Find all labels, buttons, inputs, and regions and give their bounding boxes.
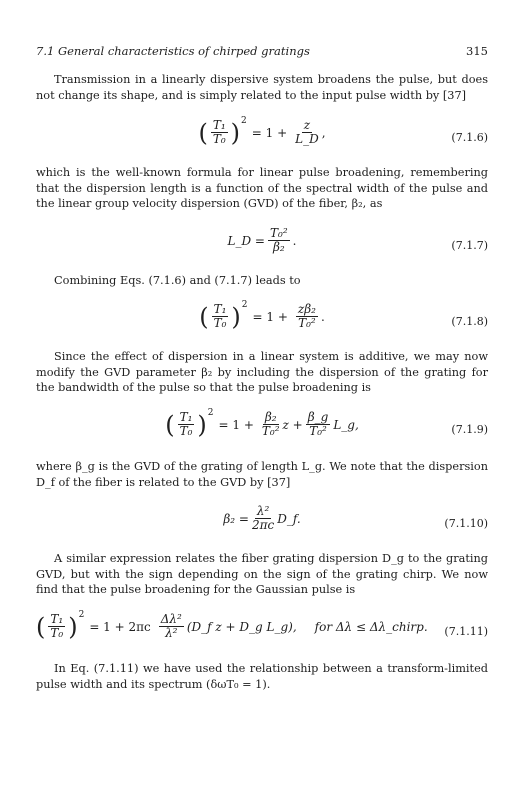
- paragraph-1: Transmission in a linearly dispersive system broadens the pulse, but does not change its shape, and is simply related to the input pulse width by [37]: [36, 73, 488, 102]
- eq7-lhs: L_D =: [227, 233, 265, 248]
- eq6-frac-num: z: [303, 118, 311, 132]
- eq6-frac-den: L_D: [295, 132, 319, 146]
- paragraph-5: where β_g is the GVD of the grating of length L_g. We note that the dispersion D_f of the fiber is related to the GVD by [37]: [36, 460, 488, 489]
- running-header: [36, 44, 488, 58]
- page-number: 315: [466, 44, 488, 58]
- equation-7-1-6: ( $\frac{\text{T₁}}{\text{T₀}}$ ) 2 = 1 + $\frac{z}{L\_D}$ , (7.1.6): [198, 115, 488, 147]
- equation-7-1-11: ( $\frac{\text{T₁}}{\text{T₀}}$ ) 2 = 1 + 2πc $\frac{\text{Δλ²}}{\text{λ²}}$ (D_f z + D_g L_g), for Δλ ≤ Δλ_chirp. (7.1.11): [36, 609, 488, 641]
- section-title: 7.1 General characteristics of chirped gratings: [36, 44, 310, 58]
- eq8-frac-num: zβ₂: [297, 302, 316, 316]
- eq10-lhs: β₂ =: [223, 511, 249, 526]
- eq11-lhs-num: T₁: [50, 612, 64, 626]
- eq8-tail: .: [320, 309, 325, 324]
- eq6-lhs-num: T₁: [212, 118, 226, 132]
- eq8-lhs-num: T₁: [213, 302, 227, 316]
- eq7-tail: .: [292, 233, 297, 248]
- eq11-lhs-den: T₀: [50, 626, 64, 640]
- eq11-frac-num: Δλ²: [160, 612, 182, 626]
- paragraph-6: A similar expression relates the fiber grating dispersion D_g to the grating GVD, but with the sign depending on the sign of the grating chirp. We now find that the pulse broadening for the Gaussian pulse is: [36, 552, 488, 597]
- eq11-rhs-a: = 1 + 2πc: [89, 619, 151, 634]
- eq9-f2-num: β_g: [307, 410, 329, 424]
- eq8-frac-den: T₀²: [298, 316, 316, 330]
- eq9-f2-den: T₀²: [309, 424, 327, 438]
- eq7-tag: (7.1.7): [451, 239, 488, 252]
- eq6-lhs-den: T₀: [212, 132, 226, 146]
- eq6-tag: (7.1.6): [451, 131, 488, 144]
- eq9-mid: z +: [282, 417, 303, 432]
- eq10-frac-den: 2πc: [251, 518, 275, 532]
- eq9-lhs-num: T₁: [179, 410, 193, 424]
- eq11-tag: (7.1.11): [444, 625, 488, 638]
- paragraph-3: Combining Eqs. (7.1.6) and (7.1.7) leads to: [54, 274, 301, 287]
- eq10-tail: D_f.: [277, 511, 301, 526]
- eq11-exponent: 2: [78, 609, 85, 620]
- equation-7-1-7: [36, 227, 488, 261]
- eq6-exponent: 2: [241, 115, 247, 126]
- eq8-tag: (7.1.8): [451, 315, 488, 328]
- eq9-exponent: 2: [207, 407, 214, 418]
- eq7-frac-num: T₀²: [270, 226, 288, 240]
- eq11-condition: for Δλ ≤ Δλ_chirp.: [314, 619, 428, 634]
- eq9-lhs-den: T₀: [179, 424, 193, 438]
- paragraph-4: Since the effect of dispersion in a linear system is additive, we may now modify the GVD parameter β₂ by including the dispersion of the grating for the bandwidth of the pulse so that the pulse broadening is: [36, 350, 488, 395]
- equation-7-1-9: ( $\frac{\text{T₁}}{\text{T₀}}$ ) 2 = 1 + $\frac{\text{β₂}}{\text{T₀²}}$ z + $\frac{\beta\_g}{\text{T₀²}}$ L_g, (7.1.9): [165, 407, 488, 439]
- eq10-frac-num: λ²: [256, 504, 270, 518]
- eq9-f1-den: T₀²: [261, 424, 280, 438]
- eq11-frac-den: λ²: [165, 626, 178, 640]
- eq8-lhs-den: T₀: [213, 316, 227, 330]
- eq6-rhs: = 1 +: [251, 125, 288, 140]
- equation-7-1-10: [36, 505, 488, 539]
- eq8-rhs: = 1 +: [252, 309, 288, 324]
- paragraph-7: In Eq. (7.1.11) we have used the relationship between a transform-limited pulse width and its spectrum (δωT₀ = 1).: [36, 662, 488, 691]
- eq9-rhs: = 1 +: [218, 417, 254, 432]
- eq9-tail: L_g,: [333, 417, 359, 432]
- eq6-tail: ,: [321, 125, 326, 140]
- eq11-rhs-b: (D_f z + D_g L_g),: [186, 619, 297, 634]
- eq10-tag: (7.1.10): [444, 517, 488, 530]
- equation-7-1-8: ( $\frac{\text{T₁}}{\text{T₀}}$ ) 2 = 1 + $\frac{\text{zβ₂}}{\text{T₀²}}$ . (7.1.8): [199, 299, 488, 331]
- eq8-exponent: 2: [241, 299, 248, 310]
- paragraph-2: which is the well-known formula for linear pulse broadening, remembering that the dispersion length is a function of the spectral width of the pulse and the linear group velocity dispersion (GVD) of the fiber, β₂, as: [36, 166, 488, 211]
- eq9-f1-num: β₂: [264, 410, 277, 424]
- eq7-frac-den: β₂: [272, 240, 285, 254]
- eq9-tag: (7.1.9): [451, 423, 488, 436]
